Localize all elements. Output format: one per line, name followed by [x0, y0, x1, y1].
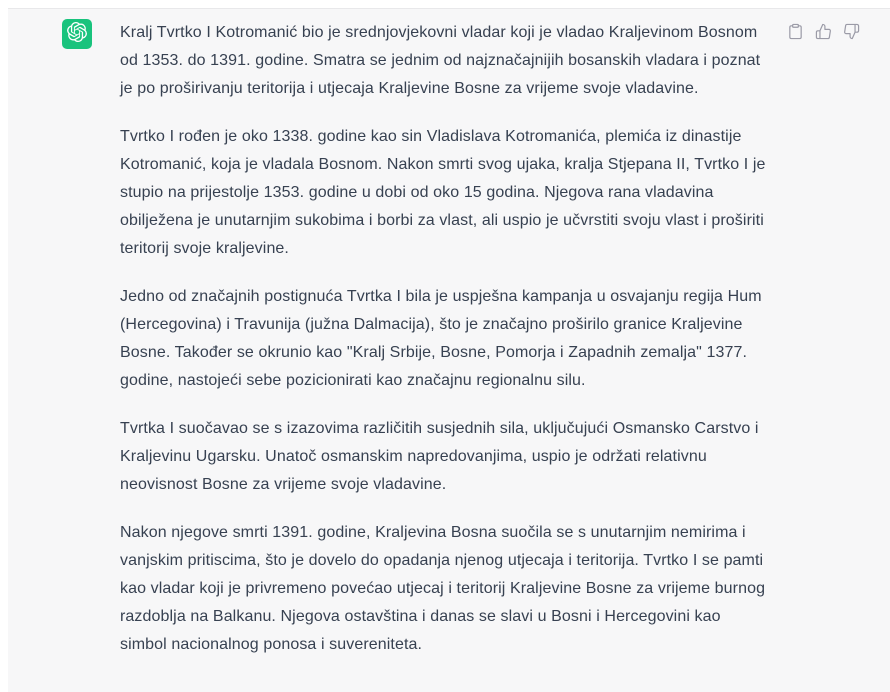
thumbs-up-icon [815, 23, 832, 43]
message-row [8, 9, 890, 659]
chatgpt-logo-icon [67, 22, 87, 47]
message-content [120, 19, 770, 659]
thumbs-down-button[interactable] [843, 23, 860, 43]
thumbs-down-icon [843, 23, 860, 43]
clipboard-icon [787, 23, 804, 43]
assistant-avatar [62, 19, 92, 49]
message-paragraph: Tvrtko I rođen je oko 1338. godine kao sin Vladislava Kotromanića, plemića iz dinastije Kotromanić, koja je vladala Bosnom. Nakon smrti svog ujaka, kralja Stjepana II, Tvrtko I je stupio na prijestolje 1353. godine u dobi od oko 15 godina. Njegova rana vladavina obilježena je unutarnjim sukobima i borbi za vlast, ali uspio je učvrstiti svoju vlast i proširiti teritorij svoje kraljevine. [120, 128, 766, 257]
message-actions [787, 19, 860, 43]
assistant-message [8, 8, 890, 692]
message-paragraph: Kralj Tvrtko I Kotromanić bio je srednjovjekovni vladar koji je vladao Kraljevinom Bosnom od 1353. do 1391. godine. Smatra se jednim od najznačajnijih bosanskih vladara i poznat je po proširivanju teritorija i utjecaja Kraljevine Bosne za vrijeme svoje vladavine. [120, 24, 761, 97]
message-paragraph: Jedno od značajnih postignuća Tvrtka I bila je uspješna kampanja u osvajanju regija Hum (Hercegovina) i Travunija (južna Dalmacija), što je značajno proširilo granice Kraljevine Bosne. Također se okrunio kao "Kralj Srbije, Bosne, Pomorja i Zapadnih zemalja" 1377. godine, nastojeći sebe pozicionirati kao značajnu regionalnu silu. [120, 288, 762, 389]
copy-button[interactable] [787, 23, 804, 43]
message-paragraph: Nakon njegove smrti 1391. godine, Kraljevina Bosna suočila se s unutarnjim nemirima i vanjskim pritiscima, što je dovelo do opadanja njenog utjecaja i teritorija. Tvrtko I se pamti kao vladar koji je privremeno povećao utjecaj i teritorij Kraljevine Bosne za vrijeme burnog razdoblja na Balkanu. Njegova ostavština i danas se slavi u Bosni i Hercegovini kao simbol nacionalnog ponosa i suvereniteta. [120, 524, 766, 653]
thumbs-up-button[interactable] [815, 23, 832, 43]
message-paragraph: Tvrtka I suočavao se s izazovima različitih susjednih sila, uključujući Osmansko Carstvo i Kraljevinu Ugarsku. Unatoč osmanskim napredovanjima, uspio je održati relativnu neovisnost Bosne za vrijeme svoje vladavine. [120, 420, 759, 493]
